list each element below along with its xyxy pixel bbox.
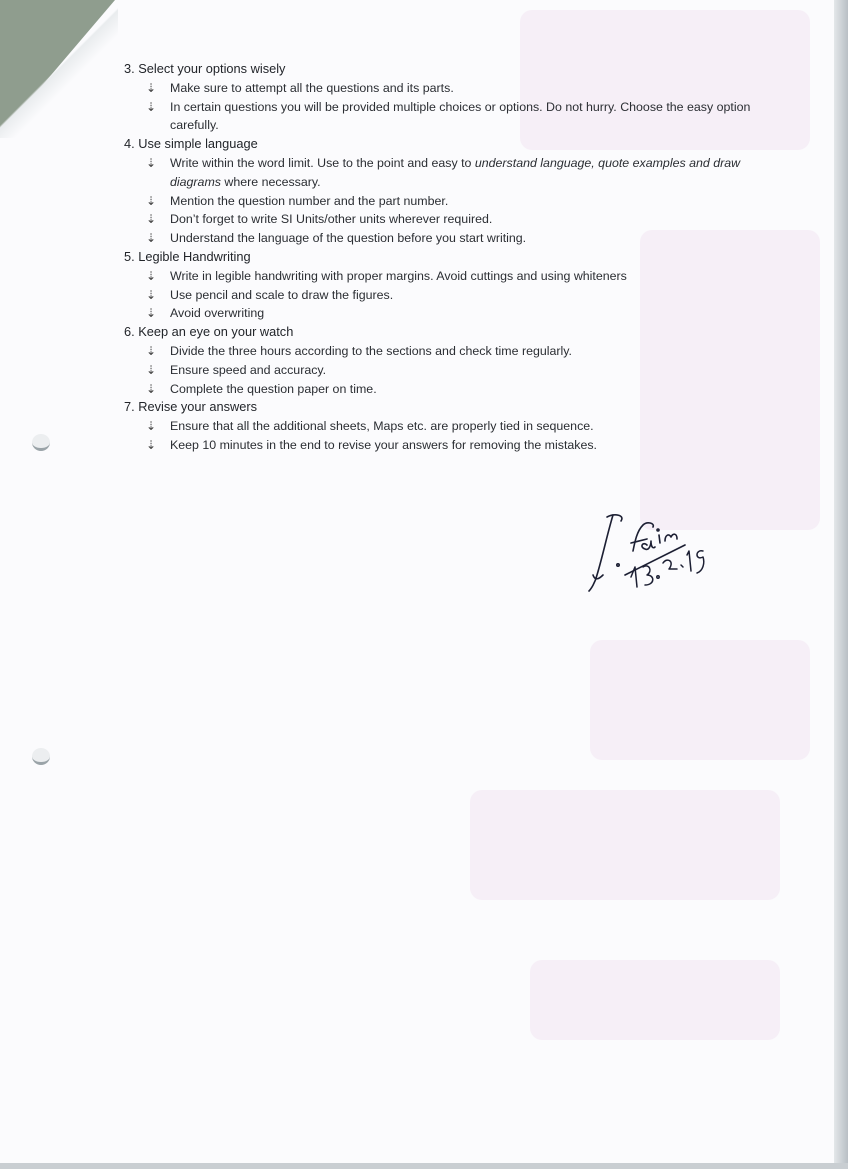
bullet-list (124, 79, 774, 135)
arrow-down-bullet-icon: ⇣ (146, 231, 157, 246)
list-item (124, 98, 774, 136)
arrow-down-bullet-icon: ⇣ (146, 381, 157, 396)
list-item (124, 380, 774, 399)
section-title: 5. Legible Handwriting (124, 248, 251, 264)
item-text: Divide the three hours according to the sections and check time regularly. (170, 343, 572, 358)
bullet-list (124, 267, 774, 323)
page-edge (0, 1163, 848, 1169)
list-item (124, 154, 774, 192)
arrow-down-bullet-icon: ⇣ (146, 362, 157, 377)
arrow-down-bullet-icon: ⇣ (146, 99, 157, 114)
list-item (124, 267, 774, 286)
arrow-down-bullet-icon: ⇣ (146, 287, 157, 302)
page-edge (834, 0, 848, 1169)
arrow-down-bullet-icon: ⇣ (146, 268, 157, 283)
item-text: Ensure that all the additional sheets, Maps etc. are properly tied in sequence. (170, 419, 594, 434)
item-text: Avoid overwriting (170, 306, 265, 321)
item-text: Complete the question paper on time. (170, 381, 377, 396)
item-text: In certain questions you will be provided multiple choices or options. Do not hurry. Choose the easy option carefully. (170, 99, 751, 133)
bleed-through-mark (530, 960, 780, 1040)
arrow-down-bullet-icon: ⇣ (146, 306, 157, 321)
folded-corner-shadow (0, 0, 118, 138)
arrow-down-bullet-icon: ⇣ (146, 193, 157, 208)
list-item (124, 342, 774, 361)
section-title: 6. Keep an eye on your watch (124, 324, 294, 340)
item-text: Don’t forget to write SI Units/other units wherever required. (170, 212, 493, 227)
bullet-list (124, 417, 774, 455)
bullet-list (124, 154, 774, 248)
item-text: Understand the language of the question before you start writing. (170, 231, 527, 246)
handwritten-signature (585, 505, 725, 605)
list-item (124, 436, 774, 455)
list-item (124, 192, 774, 211)
item-text: where necessary. (220, 174, 321, 189)
item-text: Mention the question number and the part number. (170, 193, 449, 208)
arrow-down-bullet-icon: ⇣ (146, 80, 157, 95)
punch-hole (32, 434, 50, 451)
arrow-down-bullet-icon: ⇣ (146, 437, 157, 452)
list-item (124, 229, 774, 248)
bleed-through-mark (590, 640, 810, 760)
list-item (124, 79, 774, 98)
item-text: Ensure speed and accuracy. (170, 362, 327, 377)
arrow-down-bullet-icon: ⇣ (146, 419, 157, 434)
item-text-italic: understand language, quote examples and draw diagrams (170, 155, 741, 189)
list-item (124, 361, 774, 380)
item-text: Keep 10 minutes in the end to revise your answers for removing the mistakes. (170, 437, 597, 452)
arrow-down-bullet-icon: ⇣ (146, 212, 157, 227)
arrow-down-bullet-icon: ⇣ (146, 343, 157, 358)
bullet-list (124, 342, 774, 398)
bleed-through-mark (470, 790, 780, 900)
item-text: Use pencil and scale to draw the figures. (170, 287, 394, 302)
list-item (124, 210, 774, 229)
section-title: 3. Select your options wisely (124, 61, 286, 76)
item-text: Write in legible handwriting with proper margins. Avoid cuttings and using whiteners (170, 268, 627, 283)
list-item (124, 304, 774, 323)
list-item (124, 286, 774, 305)
punch-hole (32, 748, 50, 765)
item-text: Make sure to attempt all the questions and its parts. (170, 80, 454, 95)
item-text: Write within the word limit. Use to the point and easy to (170, 155, 475, 170)
list-item (124, 417, 774, 436)
section-title: 4. Use simple language (124, 136, 258, 152)
arrow-down-bullet-icon: ⇣ (146, 155, 157, 170)
section-title: 7. Revise your answers (124, 399, 257, 415)
instructions-list (124, 60, 774, 455)
